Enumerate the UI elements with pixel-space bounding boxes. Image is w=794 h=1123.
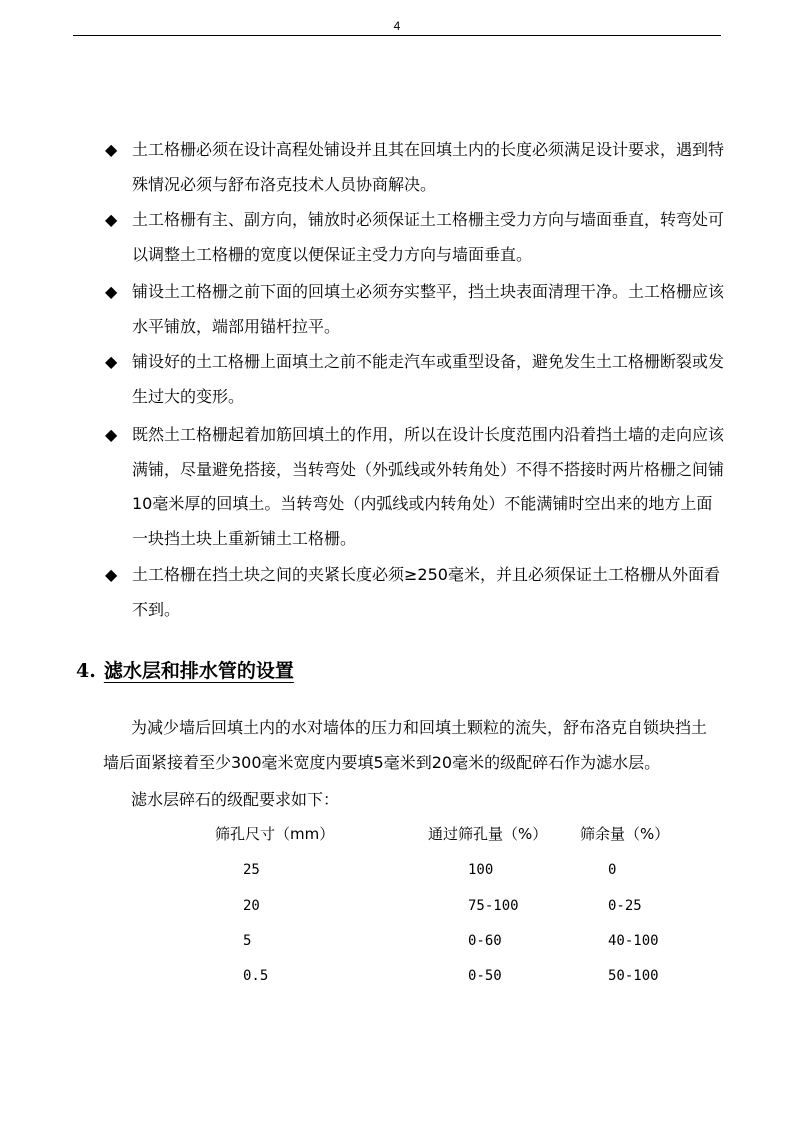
page-number: 4 — [393, 19, 401, 33]
diamond-bullet-icon: ◆ — [105, 352, 118, 371]
table-header-cell: 筛余量（%） — [580, 825, 670, 843]
table-header-cell: 通过筛孔量（%） — [428, 825, 548, 843]
table-cell: 0 — [608, 862, 617, 878]
bullet-item — [105, 203, 725, 272]
bullet-text: 土工格栅有主、副方向，铺放时必须保证土工格栅主受力方向与墙面垂直，转弯处可以调整土工格栅的宽度以便保证主受力方向与墙面垂直。 — [132, 210, 725, 264]
header-rule — [73, 35, 721, 36]
body-paragraph: 为减少墙后回填土内的水对墙体的压力和回填土颗粒的流失，舒布洛克自锁块挡土墙后面紧接着至少300毫米宽度内要填5毫米到20毫米的级配碎石作为滤水层。 — [103, 718, 708, 772]
diamond-bullet-icon: ◆ — [105, 565, 118, 584]
table-cell: 0-25 — [608, 898, 642, 914]
table-cell: 100 — [468, 862, 494, 878]
table-cell: 5 — [243, 933, 252, 949]
bullet-item — [105, 558, 725, 627]
section-number: 4. — [76, 660, 96, 682]
diamond-bullet-icon: ◆ — [105, 282, 118, 301]
bullet-item — [105, 133, 725, 202]
section-heading — [76, 656, 294, 683]
section-title: 滤水层和排水管的设置 — [103, 660, 294, 682]
table-cell: 0-60 — [468, 933, 502, 949]
bullet-text: 既然土工格栅起着加筋回填土的作用，所以在设计长度范围内沿着挡土墙的走向应该满铺，尽量避免搭接，当转弯处（外弧线或外转角处）不得不搭接时两片格栅之间铺10毫米厚的回填土。当转弯处（内弧线或内转角处）不能满铺时空出来的地方上面一块挡土块上重新铺土工格栅。 — [132, 425, 725, 548]
table-cell: 25 — [243, 862, 260, 878]
bullet-text: 土工格栅必须在设计高程处铺设并且其在回填土内的长度必须满足设计要求，遇到特殊情况必须与舒布洛克技术人员协商解决。 — [132, 140, 725, 194]
diamond-bullet-icon: ◆ — [105, 425, 118, 444]
bullet-text: 铺设好的土工格栅上面填土之前不能走汽车或重型设备，避免发生土工格栅断裂或发生过大的变形。 — [132, 352, 725, 406]
bullet-item — [105, 345, 725, 414]
diamond-bullet-icon: ◆ — [105, 140, 118, 159]
bullet-text: 铺设土工格栅之前下面的回填土必须夯实整平，挡土块表面清理干净。土工格栅应该水平铺放，端部用锚杆拉平。 — [132, 282, 725, 336]
bullet-item — [105, 275, 725, 344]
table-cell: 0-50 — [468, 968, 502, 984]
body-paragraph: 滤水层碎石的级配要求如下： — [131, 790, 340, 809]
table-cell: 0.5 — [243, 968, 269, 984]
table-cell: 50-100 — [608, 968, 659, 984]
table-cell: 75-100 — [468, 898, 519, 914]
table-cell: 20 — [243, 898, 260, 914]
diamond-bullet-icon: ◆ — [105, 210, 118, 229]
bullet-item — [105, 418, 725, 556]
table-header-cell: 筛孔尺寸（mm） — [215, 825, 335, 843]
bullet-text: 土工格栅在挡土块之间的夹紧长度必须≥250毫米，并且必须保证土工格栅从外面看不到。 — [132, 565, 720, 619]
table-cell: 40-100 — [608, 933, 659, 949]
